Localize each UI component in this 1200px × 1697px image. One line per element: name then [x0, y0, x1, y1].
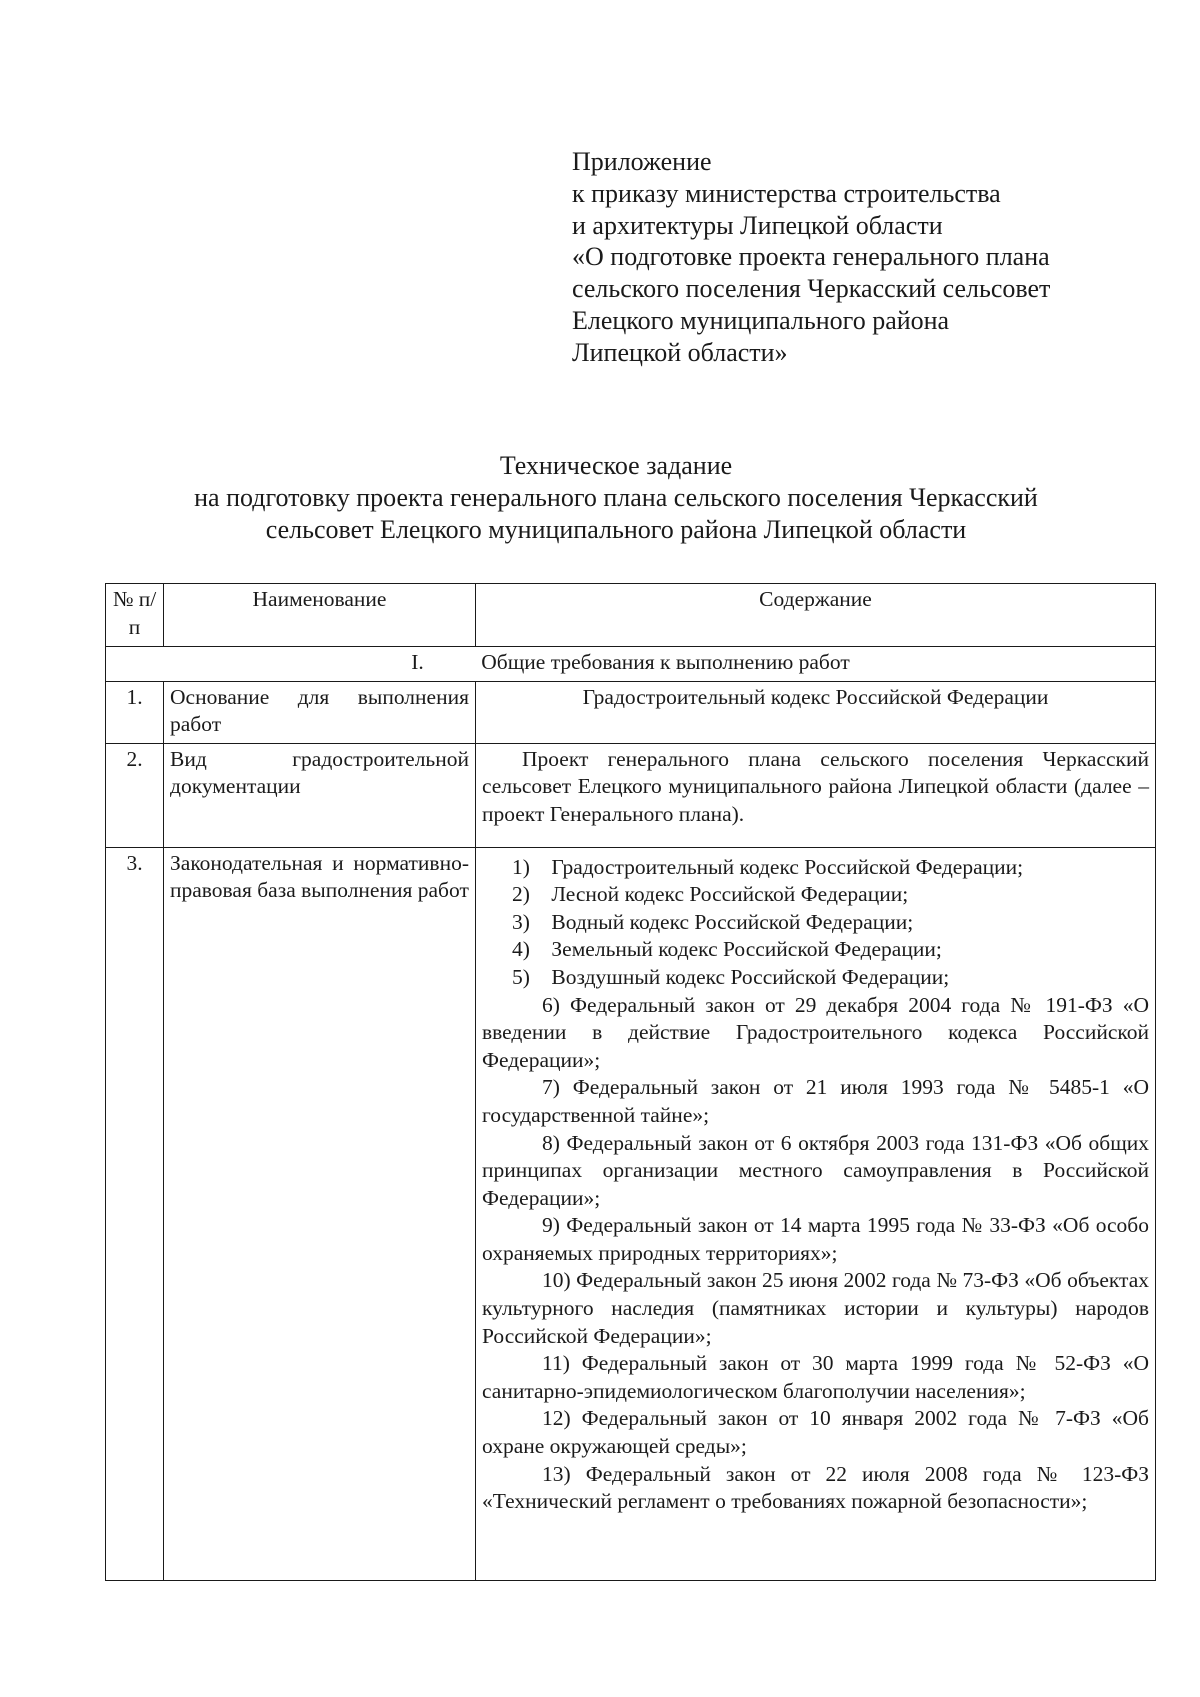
- appendix-line: Елецкого муниципального района: [572, 305, 950, 335]
- law-list: [482, 854, 1149, 1516]
- header-name: Наименование: [164, 584, 476, 647]
- list-item: 12) Федеральный закон от 10 января 2002 года № 7-ФЗ «Об охране окружающей среды»;: [482, 1406, 1149, 1459]
- section-number: I.: [411, 650, 424, 674]
- row-number: 3.: [106, 847, 164, 1580]
- row-number: 1.: [106, 681, 164, 743]
- header-content: Содержание: [476, 584, 1156, 647]
- list-item: 11) Федеральный закон от 30 марта 1999 года № 52-ФЗ «О санитарно-эпидемиологическом благополучии населения»;: [482, 1351, 1150, 1403]
- section-title: Общие требования к выполнению работ: [481, 650, 850, 674]
- title-line: на подготовку проекта генерального плана сельского поселения Черкасский: [194, 483, 1038, 512]
- list-item: 13) Федеральный закон от 22 июля 2008 года № 123-ФЗ «Технический регламент о требованиях пожарной безопасности»;: [482, 1461, 1150, 1514]
- row-name: Законодательная и нормативно-правовая база выполнения работ: [164, 847, 476, 1580]
- title-line: Техническое задание: [499, 451, 733, 480]
- appendix-line: Приложение: [572, 147, 712, 176]
- appendix-line: «О подготовке проекта генерального плана: [572, 242, 1050, 272]
- row-content: Проект генерального плана сельского поселения Черкасский сельсовет Елецкого муниципального района Липецкой области (далее – проект Генерального плана).: [476, 743, 1156, 847]
- row-content: [476, 847, 1156, 1580]
- appendix-line: и архитектуры Липецкой области: [572, 210, 943, 240]
- title-line: сельсовет Елецкого муниципального района Липецкой области: [265, 515, 967, 544]
- header-num: № п/п: [106, 584, 164, 647]
- table-row: [106, 847, 1156, 1580]
- list-item: 1) Градостроительный кодекс Российской Федерации;: [512, 854, 1024, 879]
- appendix-line: сельского поселения Черкасский сельсовет: [572, 274, 1051, 304]
- list-item: 9) Федеральный закон от 14 марта 1995 года № 33-ФЗ «Об особо охраняемых природных территориях»;: [482, 1213, 1149, 1265]
- list-item: 8) Федеральный закон от 6 октября 2003 года 131-ФЗ «Об общих принципах организации местного самоуправления в Российской Федерации»;: [482, 1130, 1150, 1210]
- appendix-header: [572, 146, 1132, 369]
- table-row: [106, 743, 1156, 847]
- list-item: 6) Федеральный закон от 29 декабря 2004 года № 191-ФЗ «О введении в действие Градостроительного кодекса Российской Федерации»;: [482, 992, 1149, 1072]
- list-item: 5) Воздушный кодекс Российской Федерации;: [512, 964, 950, 989]
- section-heading: [106, 647, 1156, 682]
- row-name: Основание для выполнения работ: [164, 681, 476, 743]
- list-item: 4) Земельный кодекс Российской Федерации;: [512, 937, 942, 962]
- document-title: [100, 450, 1132, 546]
- section-row: [106, 647, 1156, 682]
- appendix-line: Липецкой области»: [572, 337, 788, 367]
- table-row: [106, 681, 1156, 743]
- list-item: 10) Федеральный закон 25 июня 2002 года № 73-ФЗ «Об объектах культурного наследия (памятниках истории и культуры) народов Российской Федерации»;: [482, 1268, 1150, 1348]
- list-item: 3) Водный кодекс Российской Федерации;: [512, 909, 914, 934]
- list-item: 7) Федеральный закон от 21 июля 1993 года № 5485-1 «О государственной тайне»;: [482, 1075, 1150, 1127]
- table-header-row: [106, 584, 1156, 647]
- row-number: 2.: [106, 743, 164, 847]
- appendix-line: к приказу министерства строительства: [572, 178, 1001, 208]
- row-name: Вид градостроительной документации: [164, 743, 476, 847]
- list-item: 2) Лесной кодекс Российской Федерации;: [512, 882, 909, 907]
- requirements-table: [105, 583, 1156, 1581]
- row-content: Градостроительный кодекс Российской Федерации: [476, 681, 1156, 743]
